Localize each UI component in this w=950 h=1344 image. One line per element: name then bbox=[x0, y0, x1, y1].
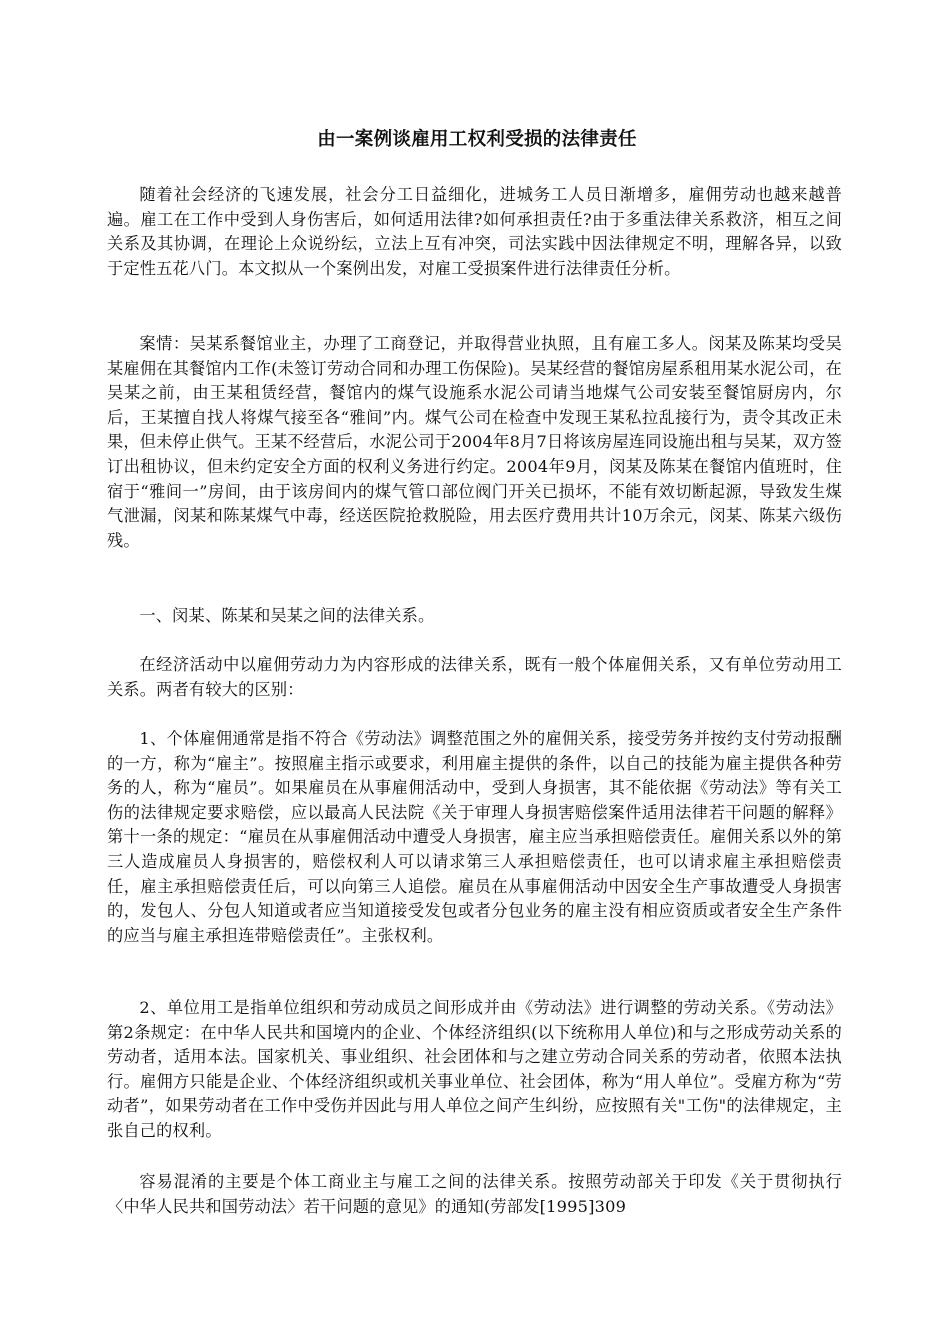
section-heading-legal-relations: 一、闵某、陈某和吴某之间的法律关系。 bbox=[139, 606, 435, 625]
paragraph-confusion: 容易混淆的主要是个体工商业主与雇工之间的法律关系。按照劳动部关于印发《关于贯彻执行〈中华人民共和国劳动法〉若干问题的意见》的通知(劳部发[1995]309 bbox=[107, 1172, 842, 1216]
paragraph-unit-employment: 2、单位用工是指单位组织和劳动成员之间形成并由《劳动法》进行调整的劳动关系。《劳动法》第2条规定：在中华人民共和国境内的企业、个体经济组织(以下统称用人单位)和与之形成劳动关系的劳动者，适用本法。国家机关、事业组织、社会团体和与之建立劳动合同关系的劳动者，依照本法执行。雇佣方只能是企业、个体经济组织或机关事业单位、社会团体，称为“用人单位”。受雇方称为“劳动者”，如果劳动者在工作中受伤并因此与用人单位之间产生纠纷，应按照有关"工伤"的法律规定，主张自己的权利。 bbox=[107, 998, 842, 1140]
paragraph-intro: 随着社会经济的飞速发展，社会分工日益细化，进城务工人员日渐增多，雇佣劳动也越来越普遍。雇工在工作中受到人身伤害后，如何适用法律?如何承担责任?由于多重法律关系救济，相互之间关系及其协调，在理论上众说纷纭，立法上互有冲突，司法实践中因法律规定不明，理解各异，以致于定性五花八门。本文拟从一个案例出发，对雇工受损案件进行法律责任分析。 bbox=[107, 185, 842, 278]
document-title: 由一案例谈雇用工权利受损的法律责任 bbox=[317, 129, 637, 150]
paragraph-relation-types: 在经济活动中以雇佣劳动力为内容形成的法律关系，既有一般个体雇佣关系，又有单位劳动用工关系。两者有较大的区别： bbox=[107, 655, 842, 699]
paragraph-case: 案情：吴某系餐馆业主，办理了工商登记，并取得营业执照，且有雇工多人。闵某及陈某均受吴某雇佣在其餐馆内工作(未签订劳动合同和办理工伤保险)。吴某经营的餐馆房屋系租用某水泥公司，在吴某之前，由王某租赁经营，餐馆内的煤气设施系水泥公司请当地煤气公司安装至餐馆厨房内，尔后，王某擅自找人将煤气接至各“雅间”内。煤气公司在检查中发现王某私拉乱接行为，责令其改正未果，但未停止供气。王某不经营后，水泥公司于2004年8月7日将该房屋连同设施出租与吴某，双方签订出租协议，但未约定安全方面的权利义务进行约定。2004年9月，闵某及陈某在餐馆内值班时，住宿于“雅间一”房间，由于该房间内的煤气管口部位阀门开关已损坏，不能有效切断起源，导致发生煤气泄漏，闵某和陈某煤气中毒，经送医院抢救脱险，用去医疗费用共计10万余元，闵某、陈某六级伤残。 bbox=[107, 334, 842, 550]
paragraph-individual-employment: 1、个体雇佣通常是指不符合《劳动法》调整范围之外的雇佣关系，接受劳务并按约支付劳动报酬的一方，称为“雇主”。按照雇主指示或要求，利用雇主提供的条件，以自己的技能为雇主提供各种劳务的人，称为“雇员”。如果雇员在从事雇佣活动中，受到人身损害，其不能依据《劳动法》等有关工伤的法律规定要求赔偿，应以最高人民法院《关于审理人身损害赔偿案件适用法律若干问题的解释》第十一条的规定：“雇员在从事雇佣活动中遭受人身损害，雇主应当承担赔偿责任。雇佣关系以外的第三人造成雇员人身损害的，赔偿权利人可以请求第三人承担赔偿责任，也可以请求雇主承担赔偿责任，雇主承担赔偿责任后，可以向第三人追偿。雇员在从事雇佣活动中因安全生产事故遭受人身损害的，发包人、分包人知道或者应当知道接受发包或者分包业务的雇主没有相应资质或者安全生产条件的应当与雇主承担连带赔偿责任”。主张权利。 bbox=[107, 729, 842, 945]
